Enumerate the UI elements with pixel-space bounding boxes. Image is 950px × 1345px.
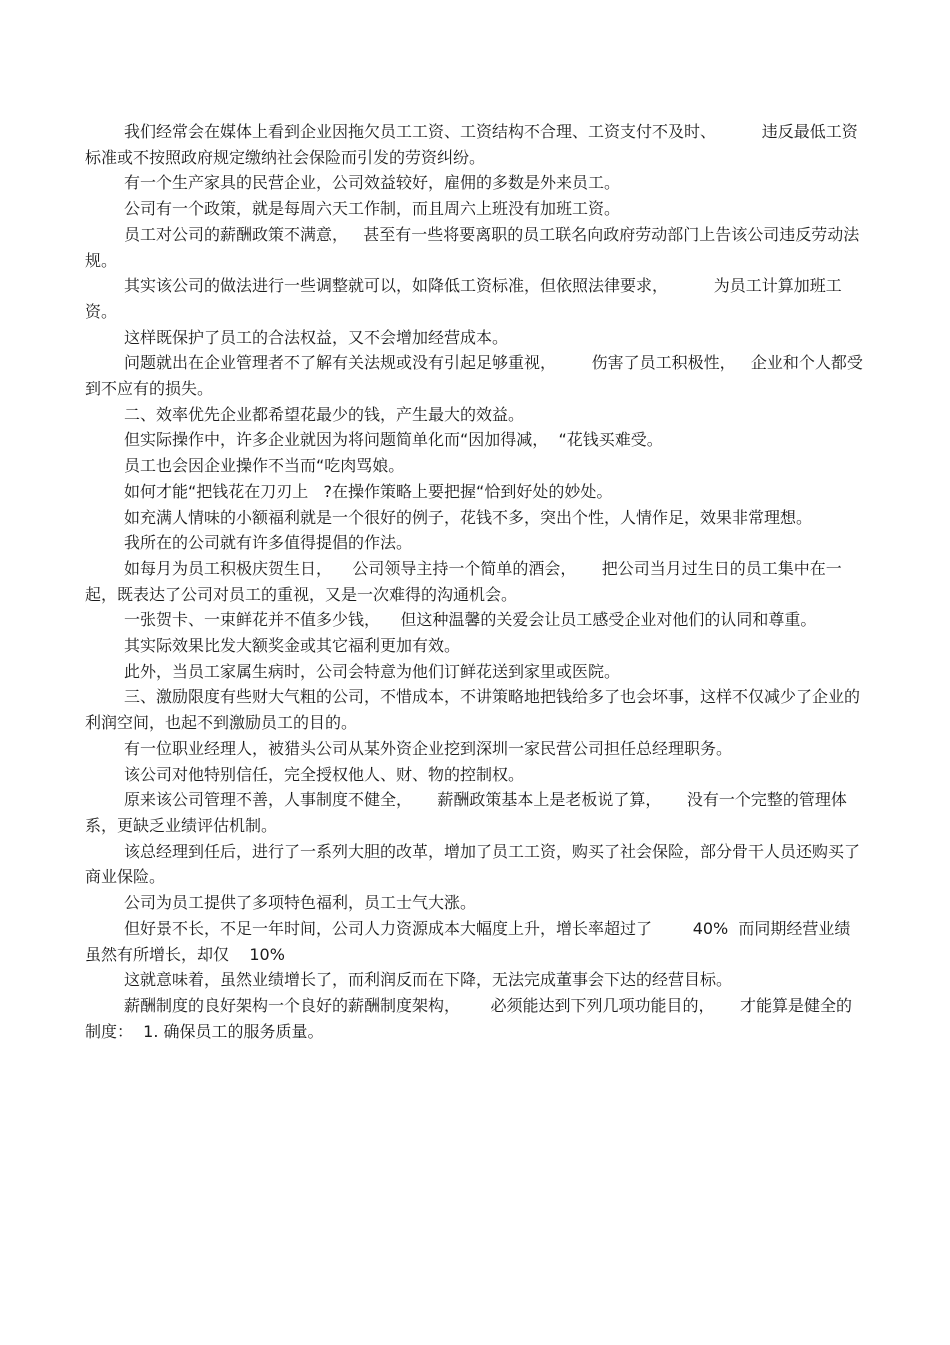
section-heading-paragraph: 三、激励限度有些财大气粗的公司，不惜成本，不讲策略地把钱给多了也会坏事，这样不仅减少了企业的利润空间，也起不到激励员工的目的。 [85, 687, 861, 733]
paragraph: 有一个生产家具的民营企业，公司效益较好，雇佣的多数是外来员工。 [124, 173, 621, 193]
paragraph: 其实际效果比发大额奖金或其它福利更加有效。 [124, 636, 461, 656]
paragraph: 一张贺卡、一束鲜花并不值多少钱， 但这种温馨的关爱会让员工感受企业对他们的认同和尊重。 [124, 610, 817, 630]
paragraph: 如每月为员工积极庆贺生日， 公司领导主持一个简单的酒会， 把公司当月过生日的员工集中在一起，既表达了公司对员工的重视，又是一次难得的沟通机会。 [85, 558, 842, 604]
paragraph: 员工对公司的薪酬政策不满意， 甚至有一些将要离职的员工联名向政府劳动部门上告该公司违反劳动法规。 [85, 224, 860, 270]
paragraph: 该公司对他特别信任，完全授权他人、财、物的控制权。 [124, 764, 525, 784]
paragraph: 我们经常会在媒体上看到企业因拖欠员工工资、工资结构不合理、工资支付不及时、 违反最低工资标准或不按照政府规定缴纳社会保险而引发的劳资纠纷。 [85, 122, 858, 167]
paragraph: 其实该公司的做法进行一些调整就可以，如降低工资标准，但依照法律要求， 为员工计算加班工资。 [85, 276, 842, 321]
paragraph: 公司有一个政策，就是每周六天工作制，而且周六上班没有加班工资。 [124, 199, 621, 219]
section-heading-paragraph: 薪酬制度的良好架构一个良好的薪酬制度架构， 必须能达到下列几项功能目的， 才能算是健全的制度： 1. 确保员工的服务质量。 [85, 995, 852, 1041]
paragraph: 员工也会因企业操作不当而“吃肉骂娘。 [124, 456, 405, 476]
document-body [85, 119, 865, 1044]
paragraph: 我所在的公司就有许多值得提倡的作法。 [124, 533, 413, 553]
paragraph: 这就意味着，虽然业绩增长了，而利润反而在下降，无法完成董事会下达的经营目标。 [124, 970, 733, 990]
paragraph: 如充满人情味的小额福利就是一个很好的例子，花钱不多，突出个性，人情作足，效果非常理想。 [124, 507, 813, 527]
paragraph: 问题就出在企业管理者不了解有关法规或没有引起足够重视， 伤害了员工积极性， 企业和个人都受到不应有的损失。 [85, 353, 863, 399]
paragraph: 此外，当员工家属生病时，公司会特意为他们订鲜花送到家里或医院。 [124, 661, 621, 681]
paragraph: 但好景不长，不足一年时间，公司人力资源成本大幅度上升，增长率超过了 40% 而同期经营业绩虽然有所增长，却仅 10% [85, 918, 851, 964]
paragraph: 公司为员工提供了多项特色福利，员工士气大涨。 [124, 893, 477, 913]
paragraph: 原来该公司管理不善，人事制度不健全， 薪酬政策基本上是老板说了算， 没有一个完整的管理体系，更缺乏业绩评估机制。 [85, 790, 847, 835]
section-heading-paragraph: 二、效率优先企业都希望花最少的钱，产生最大的效益。 [124, 404, 525, 424]
paragraph: 这样既保护了员工的合法权益，又不会增加经营成本。 [124, 327, 509, 347]
paragraph: 有一位职业经理人，被猎头公司从某外资企业挖到深圳一家民营公司担任总经理职务。 [124, 738, 733, 758]
paragraph: 该总经理到任后，进行了一系列大胆的改革，增加了员工工资，购买了社会保险，部分骨干人员还购买了商业保险。 [85, 841, 861, 887]
paragraph: 但实际操作中，许多企业就因为将问题简单化而“因加得减， “花钱买难受。 [124, 430, 663, 450]
paragraph: 如何才能“把钱花在刀刃上 ?在操作策略上要把握“恰到好处的妙处。 [124, 481, 613, 501]
